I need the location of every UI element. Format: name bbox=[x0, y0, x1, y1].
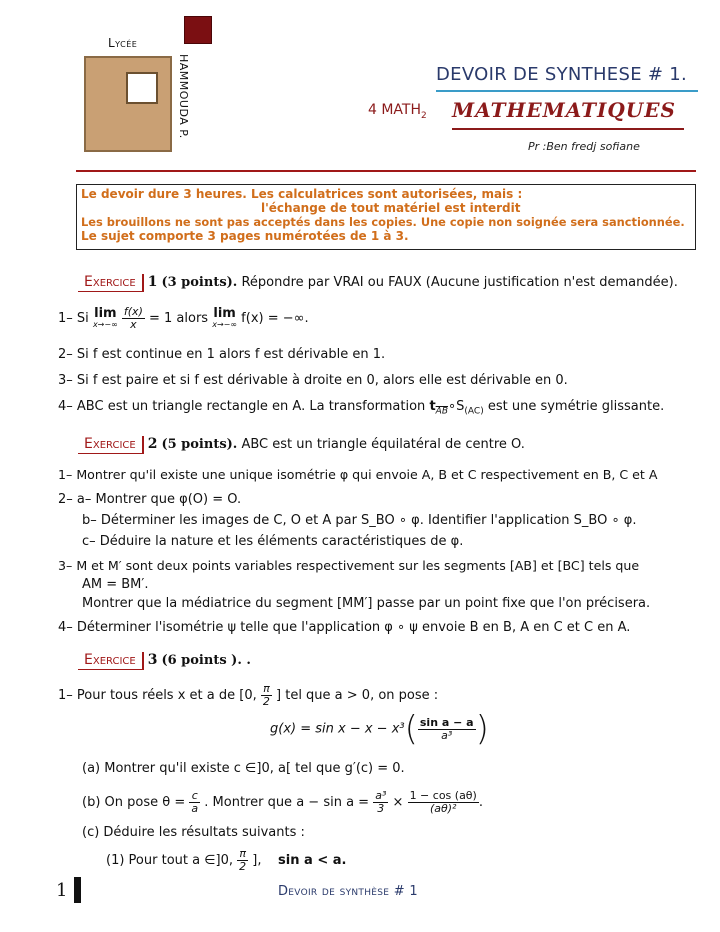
instruction-line: Le sujet comporte 3 pages numérotées de 1 à 3. bbox=[81, 229, 409, 243]
footer-title: Devoir de synthèse # 1 bbox=[278, 884, 418, 899]
question-1c: (c) Déduire les résultats suivants : bbox=[82, 825, 305, 840]
school-label: Lycée bbox=[108, 36, 138, 50]
question-3: 3– Si f est paire et si f est dérivable à droite en 0, alors elle est dérivable en 0. bbox=[58, 373, 568, 388]
question-1a: (a) Montrer qu'il existe c ∈]0, a[ tel que g′(c) = 0. bbox=[82, 761, 405, 776]
question-3-condition: AM = BM′. bbox=[82, 577, 149, 592]
exercise-number: 3 bbox=[147, 652, 158, 668]
question-1: 1– Si lim x→−∞ $\frac{f(x)}{x}$ = 1 alors lim x→−∞ f(x) = −∞. bbox=[58, 305, 309, 331]
question-2: 2– Si f est continue en 1 alors f est dérivable en 1. bbox=[58, 347, 386, 362]
exercise-tag: Exercice bbox=[78, 436, 144, 454]
exam-instructions bbox=[76, 184, 696, 250]
question-2c: c– Déduire la nature et les éléments caractéristiques de φ. bbox=[82, 534, 464, 549]
exercise-tag: Exercice bbox=[78, 274, 144, 292]
exercise-2-heading bbox=[78, 436, 525, 452]
subject-rule bbox=[452, 128, 684, 130]
question-4: 4– ABC est un triangle rectangle en A. La transformation $t_{\overline{AB}}\circ S_{(AC)}$ est une symétrie glissante. bbox=[58, 399, 665, 417]
exercise-tag: Exercice bbox=[78, 652, 144, 670]
question-1b: (b) On pose θ = $\frac{c}{a}$ . Montrer que a − sin a = $\frac{\text{a³}}{3}$ × $\frac{1 - \cos (a\theta)}{\text{(aθ)²}}$ . bbox=[82, 789, 483, 815]
question-2a: 2– a– Montrer que φ(O) = O. bbox=[58, 492, 242, 507]
question-2b: b– Déterminer les images de C, O et A par S_BO ∘ φ. Identifier l'application S_BO ∘ φ. bbox=[82, 513, 637, 528]
title-rule bbox=[436, 90, 698, 92]
subject-title: MATHEMATIQUES bbox=[452, 98, 676, 122]
school-name: HAMMOUDA P. bbox=[177, 54, 190, 139]
question-3: 3– M et M′ sont deux points variables respectivement sur les segments [AB] et [BC] tels que bbox=[58, 558, 640, 573]
exercise-points: (3 points). bbox=[161, 275, 238, 290]
question-3-task: Montrer que la médiatrice du segment [MM′] passe par un point fixe que l'on précisera. bbox=[82, 596, 651, 611]
question-1c-1: (1) Pour tout a ∈]0, $\frac{\pi}{2}$ ], sin a < a. bbox=[106, 847, 347, 873]
exercise-intro: ABC est un triangle équilatéral de centre O. bbox=[241, 437, 525, 452]
footer-bar bbox=[74, 877, 81, 903]
exercise-intro: Répondre par VRAI ou FAUX (Aucune justification n'est demandée). bbox=[241, 275, 678, 290]
question-1: 1– Montrer qu'il existe une unique isométrie φ qui envoie A, B et C respectivement en B, C et A bbox=[58, 467, 658, 482]
exercise-number: 2 bbox=[147, 436, 158, 452]
header-divider bbox=[76, 170, 696, 172]
red-square-logo bbox=[184, 16, 212, 44]
exercise-points: (6 points ). . bbox=[161, 653, 251, 668]
question-1: 1– Pour tous réels x et a de [0, $\frac{\pi}{2}$ ] tel que a > 0, on pose : bbox=[58, 682, 439, 708]
function-g-definition: g(x) = sin x − x − x³( $\frac{\text{sin a − a}}{\text{a³}}$ ) bbox=[270, 709, 489, 749]
exercise-3-heading bbox=[78, 652, 251, 668]
question-4: 4– Déterminer l'isométrie ψ telle que l'application φ ∘ ψ envoie B en B, A en C et C en A. bbox=[58, 620, 631, 635]
page-number: 1 bbox=[56, 880, 68, 901]
instruction-line: Le devoir dure 3 heures. Les calculatrices sont autorisées, mais : bbox=[81, 187, 523, 201]
exercise-points: (5 points). bbox=[161, 437, 238, 452]
exercise-number: 1 bbox=[147, 274, 158, 290]
exam-title: DEVOIR DE SYNTHESE # 1. bbox=[436, 64, 688, 85]
school-logo bbox=[84, 56, 172, 152]
class-label: 4 $MATH_2$ bbox=[368, 102, 427, 121]
instruction-line: l'échange de tout matériel est interdit bbox=[261, 201, 521, 215]
teacher-name: Pr :Ben fredj sofiane bbox=[528, 140, 640, 153]
exercise-1-heading bbox=[78, 274, 678, 290]
instruction-line: Les brouillons ne sont pas acceptés dans les copies. Une copie non soignée sera sanctionnée. bbox=[81, 215, 685, 229]
